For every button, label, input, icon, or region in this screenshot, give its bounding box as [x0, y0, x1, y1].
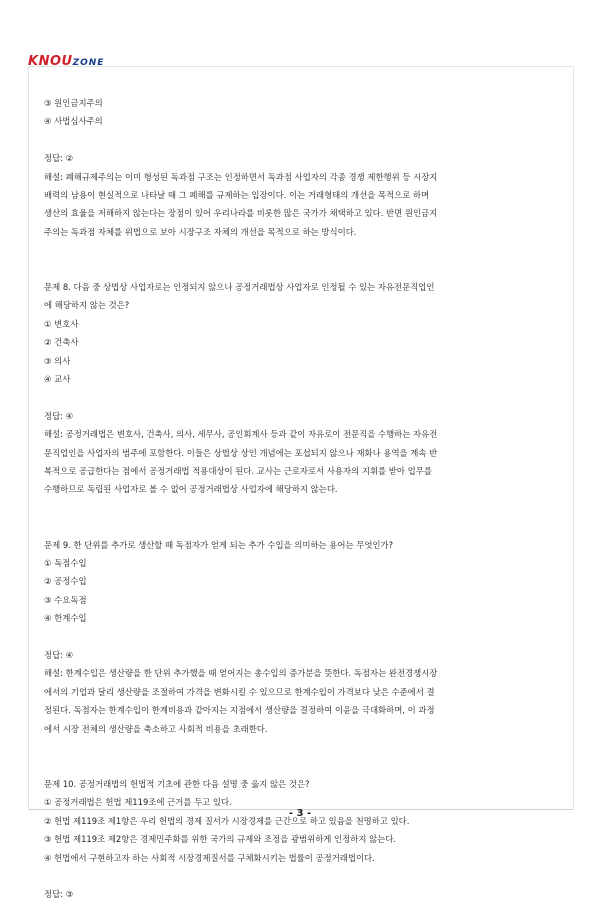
text-line: 에 해당하지 않는 것은?: [44, 300, 130, 311]
text-line: 복적으로 공급한다는 점에서 공정거래법 적용대상이 된다. 교사는 근로자로서 사용자의 지휘를 받아 업무를: [44, 466, 432, 477]
text-line: ④ 교사: [44, 374, 71, 385]
logo-zone: ZONE: [72, 58, 105, 68]
text-line: [44, 388, 566, 406]
text-line: 정된다. 독점자는 한계수입이 한계비용과 같아지는 지점에서 생산량을 결정하여 이윤을 극대화하며, 이 과정: [44, 705, 435, 716]
text-line: ② 공정수입: [44, 576, 87, 587]
text-line: 주의는 독과점 자체를 위법으로 보아 시장구조 자체의 개선을 목적으로 하는 방식이다.: [44, 226, 357, 237]
text-line: 문직업인을 사업자의 범주에 포함한다. 이들은 상법상 상인 개념에는 포섭되지 않으나 재화나 용역을 계속 반: [44, 447, 438, 458]
text-line: 정답: ②: [44, 153, 74, 164]
text-line: [44, 499, 566, 517]
text-line: [44, 131, 566, 149]
text-line: 문제 8. 다음 중 상법상 사업자로는 인정되지 않으나 공정거래법상 사업자로 인정될 수 있는 자유전문직업인: [44, 282, 435, 293]
page-number: - 3 -: [288, 808, 312, 819]
text-line: [44, 867, 566, 885]
text-line: 수행하므로 독립된 사업자로 볼 수 없어 공정거래법상 사업자에 해당하지 않는다.: [44, 484, 338, 495]
text-line: [44, 260, 566, 278]
logo-nou: NOU: [38, 54, 73, 69]
text-line: ② 헌법 제119조 제1항은 우리 헌법의 경제 질서가 시장경제를 근간으로 하고 있음을 천명하고 있다.: [44, 815, 410, 826]
text-line: ③ 의사: [44, 355, 71, 366]
text-line: ① 변호사: [44, 318, 79, 329]
text-line: ④ 한계수입: [44, 613, 87, 624]
text-line: ③ 원인금지주의: [44, 98, 103, 108]
text-line: 해설: 한계수입은 생산량을 한 단위 추가했을 때 얻어지는 총수입의 증가분을 뜻한다. 독점자는 완전경쟁시장: [44, 668, 438, 679]
text-line: 해설: 폐해규제주의는 이미 형성된 독과점 구조는 인정하면서 독과점 사업자의 각종 경쟁 제한행위 등 시장지: [44, 171, 438, 182]
text-line: ③ 수요독점: [44, 594, 87, 605]
text-line: ④ 사법심사주의: [44, 116, 103, 127]
text-line: 정답: ④: [44, 410, 74, 421]
logo-k: K: [28, 54, 39, 69]
text-line: ① 독점수입: [44, 558, 87, 569]
text-line: 배력의 남용이 현실적으로 나타날 때 그 폐해를 규제하는 입장이다. 이는 거래형태의 개선을 목적으로 하며: [44, 190, 430, 201]
text-line: 문제 9. 한 단위를 추가로 생산할 때 독점자가 얻게 되는 추가 수입을 의미하는 용어는 무엇인가?: [44, 539, 394, 550]
text-line: [44, 738, 566, 756]
text-line: ① 공정거래법은 헌법 제119조에 근거를 두고 있다.: [44, 797, 232, 808]
text-line: [44, 517, 566, 535]
text-line: 생산의 효율을 저해하지 않는다는 장점이 있어 우리나라를 비롯한 많은 국가가 채택하고 있다. 반면 원인금지: [44, 208, 438, 219]
text-line: 문제 10. 공정거래법의 헌법적 기초에 관한 다음 설명 중 옳지 않은 것은?: [44, 778, 310, 789]
text-line: [44, 757, 566, 775]
text-line: 에서 시장 전체의 생산량을 축소하고 사회적 비용을 초래한다.: [44, 723, 268, 734]
text-line: ③ 헌법 제119조 제2항은 경제민주화를 위한 국가의 규제와 조정을 광범위하게 인정하지 않는다.: [44, 834, 397, 845]
text-line: 해설: 공정거래법은 변호사, 건축사, 의사, 세무사, 공인회계사 등과 같이 자유로이 전문직을 수행하는 자유전: [44, 429, 438, 440]
document-body: [44, 94, 566, 904]
text-line: 정답: ④: [44, 650, 74, 661]
text-line: 에서의 기업과 달리 생산량을 조절하여 가격을 변화시킬 수 있으므로 한계수입이 가격보다 낮은 수준에서 결: [44, 686, 435, 697]
text-line: 정답: ③: [44, 889, 74, 900]
text-line: [44, 241, 566, 259]
text-line: ④ 헌법에서 구현하고자 하는 사회적 시장경제질서를 구체화시키는 법률이 공정거래법이다.: [44, 852, 375, 863]
text-line: [44, 628, 566, 646]
text-line: ② 건축사: [44, 337, 79, 348]
